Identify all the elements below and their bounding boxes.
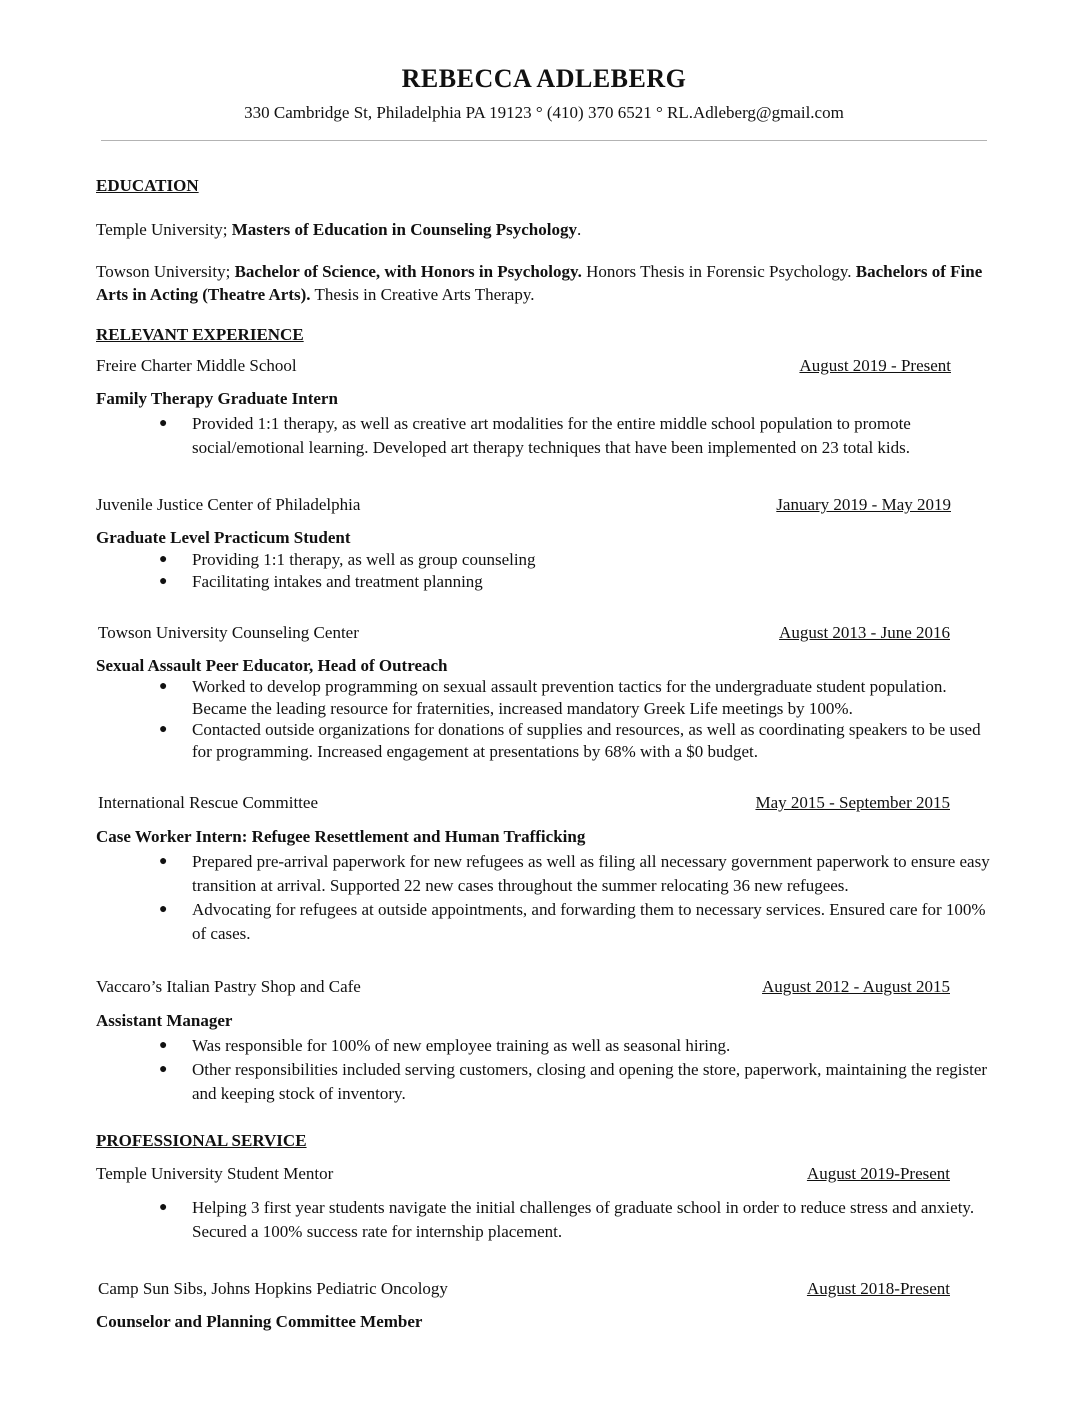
- bullet-dot-icon: ●: [159, 902, 168, 917]
- bullet-text: Prepared pre-arrival paperwork for new refugees as well as filing all necessary government paperwork to ensure easy transition at arrival. Supported 22 new cases throughout the summer relocating 36 new refugees.: [192, 852, 990, 895]
- job-dates: August 2019 - Present: [799, 356, 951, 375]
- job-dates: August 2012 - August 2015: [762, 977, 950, 996]
- bullet-dot-icon: ●: [159, 1062, 168, 1077]
- job-bullet: [159, 548, 999, 572]
- job-bullet: [159, 1034, 999, 1058]
- service-bullet: [159, 1196, 999, 1244]
- bullet-dot-icon: ●: [159, 1038, 168, 1053]
- bullet-text: Facilitating intakes and treatment planning: [192, 572, 483, 591]
- towson-degree-bfa: Bachelors of Fine Arts in Acting (Theatre Arts).: [96, 262, 983, 304]
- service-role: Counselor and Planning Committee Member: [96, 1312, 423, 1331]
- bullet-text: Provided 1:1 therapy, as well as creative art modalities for the entire middle school population to promote social/emotional learning. Developed art therapy techniques that have been implemented on 23 total kids.: [192, 414, 911, 457]
- temple-degree: Masters of Education in Counseling Psychology: [231, 220, 577, 239]
- job-dates: May 2015 - September 2015: [755, 793, 950, 812]
- towson-note-bs: Honors Thesis in Forensic Psychology.: [581, 262, 856, 281]
- bullet-dot-icon: ●: [159, 1200, 168, 1215]
- job-org: Towson University Counseling Center: [98, 623, 359, 642]
- job-bullet: [159, 570, 999, 594]
- bullet-dot-icon: ●: [159, 416, 168, 431]
- bullet-text: Providing 1:1 therapy, as well as group counseling: [192, 550, 536, 569]
- job-org: Vaccaro’s Italian Pastry Shop and Cafe: [96, 977, 361, 996]
- education-temple: [96, 218, 996, 241]
- bullet-text: Contacted outside organizations for donations of supplies and resources, as well as coordinating speakers to be used for programming. Increased engagement at presentations by 68% with a $0 budget.: [192, 720, 981, 761]
- service-org: Camp Sun Sibs, Johns Hopkins Pediatric Oncology: [98, 1279, 448, 1298]
- job-bullet: [159, 676, 999, 720]
- service-dates: August 2018-Present: [806, 1279, 950, 1298]
- temple-school: Temple University;: [96, 220, 232, 239]
- header-divider: [101, 140, 987, 141]
- towson-note-bfa: Thesis in Creative Arts Therapy.: [310, 285, 535, 304]
- job-dates: January 2019 - May 2019: [776, 495, 951, 514]
- education-towson: [96, 260, 996, 306]
- job-bullet: [159, 412, 999, 460]
- bullet-dot-icon: ●: [159, 722, 168, 737]
- bullet-text: Worked to develop programming on sexual assault prevention tactics for the undergraduate student population. Became the leading resource for fraternities, increased mandatory Greek Life meetings by 100%.: [192, 677, 947, 718]
- service-heading: PROFESSIONAL SERVICE: [96, 1131, 307, 1150]
- temple-end: .: [576, 220, 582, 239]
- bullet-dot-icon: ●: [159, 552, 168, 567]
- job-bullet: [159, 719, 999, 763]
- bullet-dot-icon: ●: [159, 679, 168, 694]
- bullet-text: Helping 3 first year students navigate the initial challenges of graduate school in order to reduce stress and anxiety. Secured a 100% success rate for internship placement.: [192, 1198, 975, 1241]
- towson-school: Towson University;: [96, 262, 235, 281]
- job-bullet: [159, 1058, 999, 1106]
- job-role: Case Worker Intern: Refugee Resettlement and Human Trafficking: [96, 827, 586, 846]
- service-org: Temple University Student Mentor: [96, 1164, 334, 1183]
- bullet-dot-icon: ●: [159, 574, 168, 589]
- job-bullet: [159, 850, 999, 898]
- education-heading: EDUCATION: [96, 176, 199, 195]
- towson-degree-bs: Bachelor of Science, with Honors in Psychology.: [234, 262, 582, 281]
- bullet-text: Other responsibilities included serving customers, closing and opening the store, paperwork, maintaining the register and keeping stock of inventory.: [192, 1060, 988, 1103]
- candidate-name: REBECCA ADLEBERG: [401, 64, 687, 93]
- bullet-text: Was responsible for 100% of new employee training as well as seasonal hiring.: [192, 1036, 731, 1055]
- job-org: International Rescue Committee: [98, 793, 318, 812]
- job-org: Freire Charter Middle School: [96, 356, 297, 375]
- job-role: Graduate Level Practicum Student: [96, 528, 351, 547]
- experience-heading: RELEVANT EXPERIENCE: [96, 325, 304, 344]
- job-role: Sexual Assault Peer Educator, Head of Outreach: [96, 656, 448, 675]
- job-role: Family Therapy Graduate Intern: [96, 389, 338, 408]
- service-dates: August 2019-Present: [806, 1164, 950, 1183]
- bullet-dot-icon: ●: [159, 854, 168, 869]
- job-bullet: [159, 898, 999, 946]
- contact-line: 330 Cambridge St, Philadelphia PA 19123 ° (410) 370 6521 ° RL.Adleberg@gmail.com: [244, 103, 844, 122]
- bullet-text: Advocating for refugees at outside appointments, and forwarding them to necessary services. Ensured care for 100% of cases.: [192, 900, 986, 943]
- job-role: Assistant Manager: [96, 1011, 233, 1030]
- job-org: Juvenile Justice Center of Philadelphia: [96, 495, 361, 514]
- job-dates: August 2013 - June 2016: [779, 623, 950, 642]
